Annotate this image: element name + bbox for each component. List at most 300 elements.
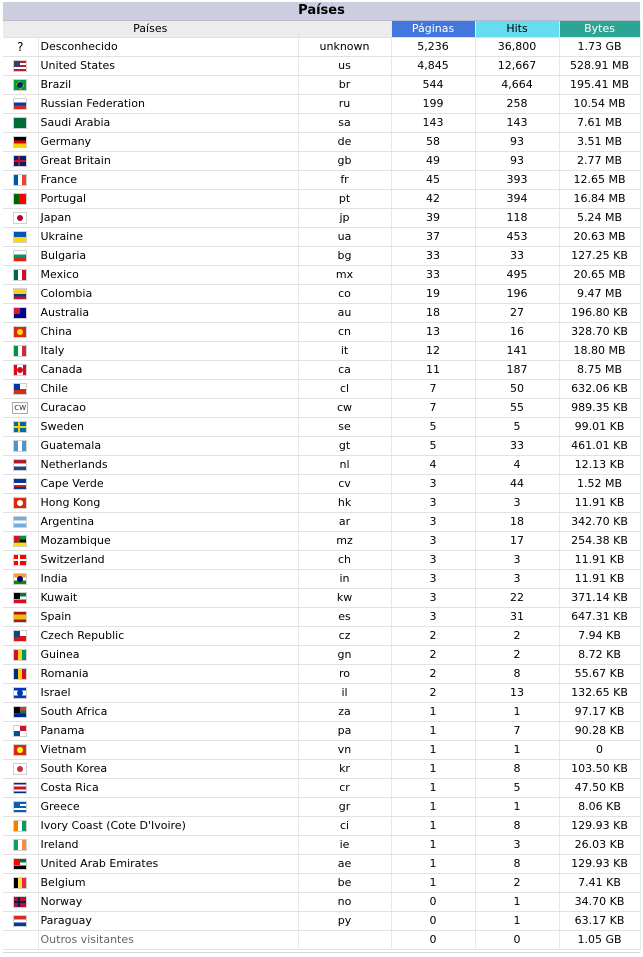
country-name: Vietnam (38, 741, 298, 760)
country-code: ru (298, 95, 391, 114)
flag-cell (3, 418, 38, 437)
table-row (3, 855, 640, 874)
pages-value: 4,845 (391, 57, 475, 76)
country-name: India (38, 570, 298, 589)
br-flag-icon (13, 79, 27, 91)
pages-value: 0 (391, 912, 475, 931)
country-code: mx (298, 266, 391, 285)
flag-cell (3, 38, 38, 57)
country-name: Belgium (38, 874, 298, 893)
country-code: sa (298, 114, 391, 133)
country-name: United States (38, 57, 298, 76)
bytes-value: 16.84 MB (559, 190, 640, 209)
mx-flag-icon (13, 269, 27, 281)
bytes-value: 328.70 KB (559, 323, 640, 342)
bytes-value: 11.91 KB (559, 494, 640, 513)
pages-value: 33 (391, 247, 475, 266)
table-row (3, 836, 640, 855)
pages-value: 2 (391, 646, 475, 665)
flag-cell (3, 171, 38, 190)
bytes-value: 989.35 KB (559, 399, 640, 418)
cw-flag-icon: cw (14, 403, 27, 413)
country-name: Guinea (38, 646, 298, 665)
kr-flag-icon (13, 763, 27, 775)
ci-flag-icon (13, 820, 27, 832)
country-code: pt (298, 190, 391, 209)
co-flag-icon (13, 288, 27, 300)
mz-flag-icon (13, 535, 27, 547)
table-body (3, 38, 640, 931)
bytes-value: 5.24 MB (559, 209, 640, 228)
table-row (3, 513, 640, 532)
pages-value: 3 (391, 494, 475, 513)
pages-value: 3 (391, 608, 475, 627)
gb-flag-icon (13, 155, 27, 167)
country-name: United Arab Emirates (38, 855, 298, 874)
pages-value: 12 (391, 342, 475, 361)
table-row (3, 323, 640, 342)
country-code: za (298, 703, 391, 722)
pages-value: 1 (391, 836, 475, 855)
flag-cell (3, 209, 38, 228)
table-row (3, 722, 640, 741)
hits-value: 93 (475, 152, 559, 171)
others-bytes: 1.05 GB (559, 931, 640, 950)
bytes-value: 7.61 MB (559, 114, 640, 133)
flag-cell (3, 798, 38, 817)
bytes-value: 8.72 KB (559, 646, 640, 665)
hits-value: 258 (475, 95, 559, 114)
table-row (3, 551, 640, 570)
ch-flag-icon (13, 554, 27, 566)
table-row (3, 418, 640, 437)
bytes-value: 97.17 KB (559, 703, 640, 722)
flag-cell (3, 551, 38, 570)
country-code: unknown (298, 38, 391, 57)
country-code: au (298, 304, 391, 323)
country-name: Kuwait (38, 589, 298, 608)
bytes-value: 7.41 KB (559, 874, 640, 893)
country-code: se (298, 418, 391, 437)
pages-value: 199 (391, 95, 475, 114)
bytes-value: 55.67 KB (559, 665, 640, 684)
cv-flag-icon (13, 478, 27, 490)
country-code: ae (298, 855, 391, 874)
country-name: Sweden (38, 418, 298, 437)
hk-flag-icon (13, 497, 27, 509)
others-pages: 0 (391, 931, 475, 950)
country-code: mz (298, 532, 391, 551)
hits-value: 495 (475, 266, 559, 285)
bytes-value: 99.01 KB (559, 418, 640, 437)
country-name: Great Britain (38, 152, 298, 171)
hits-value: 3 (475, 570, 559, 589)
flag-cell (3, 304, 38, 323)
country-code: es (298, 608, 391, 627)
flag-cell (3, 323, 38, 342)
bytes-value: 1.73 GB (559, 38, 640, 57)
hits-value: 1 (475, 912, 559, 931)
country-name: Germany (38, 133, 298, 152)
flag-cell (3, 836, 38, 855)
country-name: Panama (38, 722, 298, 741)
pages-value: 3 (391, 570, 475, 589)
table-row (3, 361, 640, 380)
hits-value: 36,800 (475, 38, 559, 57)
country-code: bg (298, 247, 391, 266)
country-name: Czech Republic (38, 627, 298, 646)
country-code: in (298, 570, 391, 589)
il-flag-icon (13, 687, 27, 699)
bytes-value: 3.51 MB (559, 133, 640, 152)
bytes-value: 12.13 KB (559, 456, 640, 475)
country-name: Australia (38, 304, 298, 323)
flag-cell (3, 703, 38, 722)
flag-cell (3, 513, 38, 532)
hits-value: 118 (475, 209, 559, 228)
bytes-value: 103.50 KB (559, 760, 640, 779)
flag-cell (3, 190, 38, 209)
hits-value: 196 (475, 285, 559, 304)
bytes-value: 528.91 MB (559, 57, 640, 76)
bytes-value: 371.14 KB (559, 589, 640, 608)
in-flag-icon (13, 573, 27, 585)
hits-value: 141 (475, 342, 559, 361)
header-countries: Países (3, 21, 298, 38)
country-code: co (298, 285, 391, 304)
hits-value: 187 (475, 361, 559, 380)
gn-flag-icon (13, 649, 27, 661)
others-label: Outros visitantes (38, 931, 298, 950)
flag-cell (3, 494, 38, 513)
hits-value: 3 (475, 551, 559, 570)
pages-value: 3 (391, 589, 475, 608)
flag-cell (3, 247, 38, 266)
hits-value: 2 (475, 874, 559, 893)
header-hits: Hits (475, 21, 559, 38)
pages-value: 3 (391, 475, 475, 494)
bytes-value: 461.01 KB (559, 437, 640, 456)
country-name: Mozambique (38, 532, 298, 551)
hits-value: 2 (475, 627, 559, 646)
country-name: China (38, 323, 298, 342)
countries-table (3, 21, 641, 950)
hits-value: 393 (475, 171, 559, 190)
flag-cell (3, 741, 38, 760)
pages-value: 2 (391, 665, 475, 684)
country-name: Bulgaria (38, 247, 298, 266)
flag-cell (3, 342, 38, 361)
table-row (3, 627, 640, 646)
country-code: ci (298, 817, 391, 836)
bytes-value: 26.03 KB (559, 836, 640, 855)
bytes-value: 132.65 KB (559, 684, 640, 703)
it-flag-icon (13, 345, 27, 357)
country-name: Ukraine (38, 228, 298, 247)
vn-flag-icon (13, 744, 27, 756)
country-code: vn (298, 741, 391, 760)
hits-value: 8 (475, 855, 559, 874)
table-row (3, 646, 640, 665)
country-code: br (298, 76, 391, 95)
country-code: jp (298, 209, 391, 228)
pages-value: 1 (391, 779, 475, 798)
flag-cell (3, 285, 38, 304)
country-name: Netherlands (38, 456, 298, 475)
ae-flag-icon (13, 858, 27, 870)
ar-flag-icon (13, 516, 27, 528)
pages-value: 11 (391, 361, 475, 380)
pages-value: 1 (391, 722, 475, 741)
flag-cell (3, 114, 38, 133)
table-row (3, 380, 640, 399)
flag-cell (3, 532, 38, 551)
table-row (3, 494, 640, 513)
table-bottom-border (3, 952, 640, 953)
table-row (3, 570, 640, 589)
country-name: Curacao (38, 399, 298, 418)
flag-cell (3, 665, 38, 684)
hits-value: 8 (475, 817, 559, 836)
country-name: Argentina (38, 513, 298, 532)
bytes-value: 0 (559, 741, 640, 760)
country-code: ch (298, 551, 391, 570)
country-code: kr (298, 760, 391, 779)
hits-value: 5 (475, 418, 559, 437)
us-flag-icon (13, 60, 27, 72)
hits-value: 17 (475, 532, 559, 551)
ro-flag-icon (13, 668, 27, 680)
country-code: us (298, 57, 391, 76)
table-row (3, 152, 640, 171)
pages-value: 2 (391, 627, 475, 646)
country-code: py (298, 912, 391, 931)
ru-flag-icon (13, 98, 27, 110)
country-name: Japan (38, 209, 298, 228)
pages-value: 7 (391, 399, 475, 418)
hits-value: 5 (475, 779, 559, 798)
flag-cell (3, 437, 38, 456)
header-bytes: Bytes (559, 21, 640, 38)
flag-cell (3, 722, 38, 741)
bytes-value: 18.80 MB (559, 342, 640, 361)
bytes-value: 195.41 MB (559, 76, 640, 95)
table-row (3, 437, 640, 456)
country-name: Switzerland (38, 551, 298, 570)
country-code: be (298, 874, 391, 893)
table-row (3, 114, 640, 133)
pages-value: 39 (391, 209, 475, 228)
hits-value: 3 (475, 836, 559, 855)
hits-value: 2 (475, 646, 559, 665)
pages-value: 3 (391, 551, 475, 570)
jp-flag-icon (13, 212, 27, 224)
country-name: Romania (38, 665, 298, 684)
country-name: Ireland (38, 836, 298, 855)
hits-value: 33 (475, 437, 559, 456)
bytes-value: 11.91 KB (559, 551, 640, 570)
bytes-value: 129.93 KB (559, 817, 640, 836)
hits-value: 93 (475, 133, 559, 152)
hits-value: 394 (475, 190, 559, 209)
table-row (3, 247, 640, 266)
bytes-value: 196.80 KB (559, 304, 640, 323)
table-row (3, 589, 640, 608)
bytes-value: 11.91 KB (559, 570, 640, 589)
table-row (3, 285, 640, 304)
bytes-value: 1.52 MB (559, 475, 640, 494)
header-code (298, 21, 391, 38)
cl-flag-icon (13, 383, 27, 395)
pages-value: 49 (391, 152, 475, 171)
table-header-row (3, 21, 640, 38)
country-code: cv (298, 475, 391, 494)
pages-value: 1 (391, 817, 475, 836)
bytes-value: 127.25 KB (559, 247, 640, 266)
country-name: Norway (38, 893, 298, 912)
country-name: Paraguay (38, 912, 298, 931)
pages-value: 2 (391, 684, 475, 703)
country-code: cz (298, 627, 391, 646)
hits-value: 22 (475, 589, 559, 608)
pages-value: 0 (391, 893, 475, 912)
table-row (3, 57, 640, 76)
hits-value: 1 (475, 703, 559, 722)
pages-value: 37 (391, 228, 475, 247)
table-row (3, 266, 640, 285)
flag-cell (3, 456, 38, 475)
hits-value: 3 (475, 494, 559, 513)
flag-cell (3, 380, 38, 399)
country-name: South Africa (38, 703, 298, 722)
country-code: nl (298, 456, 391, 475)
table-row (3, 342, 640, 361)
hits-value: 13 (475, 684, 559, 703)
kw-flag-icon (13, 592, 27, 604)
hits-value: 44 (475, 475, 559, 494)
bytes-value: 63.17 KB (559, 912, 640, 931)
cz-flag-icon (13, 630, 27, 642)
bytes-value: 8.75 MB (559, 361, 640, 380)
country-name: Costa Rica (38, 779, 298, 798)
flag-cell (3, 57, 38, 76)
pages-value: 18 (391, 304, 475, 323)
table-row (3, 665, 640, 684)
flag-cell (3, 646, 38, 665)
ca-flag-icon (13, 364, 27, 376)
country-name: France (38, 171, 298, 190)
flag-cell (3, 627, 38, 646)
bytes-value: 20.63 MB (559, 228, 640, 247)
bytes-value: 7.94 KB (559, 627, 640, 646)
se-flag-icon (13, 421, 27, 433)
pages-value: 1 (391, 798, 475, 817)
table-row (3, 779, 640, 798)
hits-value: 1 (475, 798, 559, 817)
pages-value: 19 (391, 285, 475, 304)
hits-value: 8 (475, 665, 559, 684)
flag-cell (3, 361, 38, 380)
hits-value: 4 (475, 456, 559, 475)
country-code: il (298, 684, 391, 703)
flag-cell (3, 475, 38, 494)
bytes-value: 2.77 MB (559, 152, 640, 171)
country-code: ar (298, 513, 391, 532)
hits-value: 33 (475, 247, 559, 266)
nl-flag-icon (13, 459, 27, 471)
table-row (3, 760, 640, 779)
country-name: Italy (38, 342, 298, 361)
country-name: Spain (38, 608, 298, 627)
fr-flag-icon (13, 174, 27, 186)
pages-value: 7 (391, 380, 475, 399)
hits-value: 1 (475, 741, 559, 760)
flag-cell (3, 76, 38, 95)
hits-value: 4,664 (475, 76, 559, 95)
au-flag-icon (13, 307, 27, 319)
table-row (3, 228, 640, 247)
country-code: cr (298, 779, 391, 798)
pages-value: 3 (391, 513, 475, 532)
hits-value: 50 (475, 380, 559, 399)
flag-cell (3, 133, 38, 152)
cn-flag-icon (13, 326, 27, 338)
country-name: Hong Kong (38, 494, 298, 513)
pages-value: 143 (391, 114, 475, 133)
table-row (3, 133, 640, 152)
country-name: Colombia (38, 285, 298, 304)
bytes-value: 12.65 MB (559, 171, 640, 190)
country-code: cl (298, 380, 391, 399)
flag-cell (3, 779, 38, 798)
table-row (3, 532, 640, 551)
pages-value: 58 (391, 133, 475, 152)
country-name: Chile (38, 380, 298, 399)
country-name: Russian Federation (38, 95, 298, 114)
gt-flag-icon (13, 440, 27, 452)
be-flag-icon (13, 877, 27, 889)
others-row (3, 931, 640, 950)
pages-value: 1 (391, 760, 475, 779)
pa-flag-icon (13, 725, 27, 737)
table-row (3, 95, 640, 114)
table-row (3, 209, 640, 228)
pages-value: 3 (391, 532, 475, 551)
za-flag-icon (13, 706, 27, 718)
table-row (3, 475, 640, 494)
unknown-icon: ? (17, 40, 24, 54)
country-name: Desconhecido (38, 38, 298, 57)
pages-value: 42 (391, 190, 475, 209)
pt-flag-icon (13, 193, 27, 205)
pages-value: 1 (391, 703, 475, 722)
country-code: gn (298, 646, 391, 665)
bytes-value: 129.93 KB (559, 855, 640, 874)
pages-value: 13 (391, 323, 475, 342)
country-name: Mexico (38, 266, 298, 285)
flag-cell (3, 760, 38, 779)
es-flag-icon (13, 611, 27, 623)
bytes-value: 20.65 MB (559, 266, 640, 285)
hits-value: 1 (475, 893, 559, 912)
country-name: Israel (38, 684, 298, 703)
country-name: Saudi Arabia (38, 114, 298, 133)
table-row (3, 684, 640, 703)
header-pages: Páginas (391, 21, 475, 38)
table-row (3, 76, 640, 95)
no-flag-icon (13, 896, 27, 908)
hits-value: 31 (475, 608, 559, 627)
